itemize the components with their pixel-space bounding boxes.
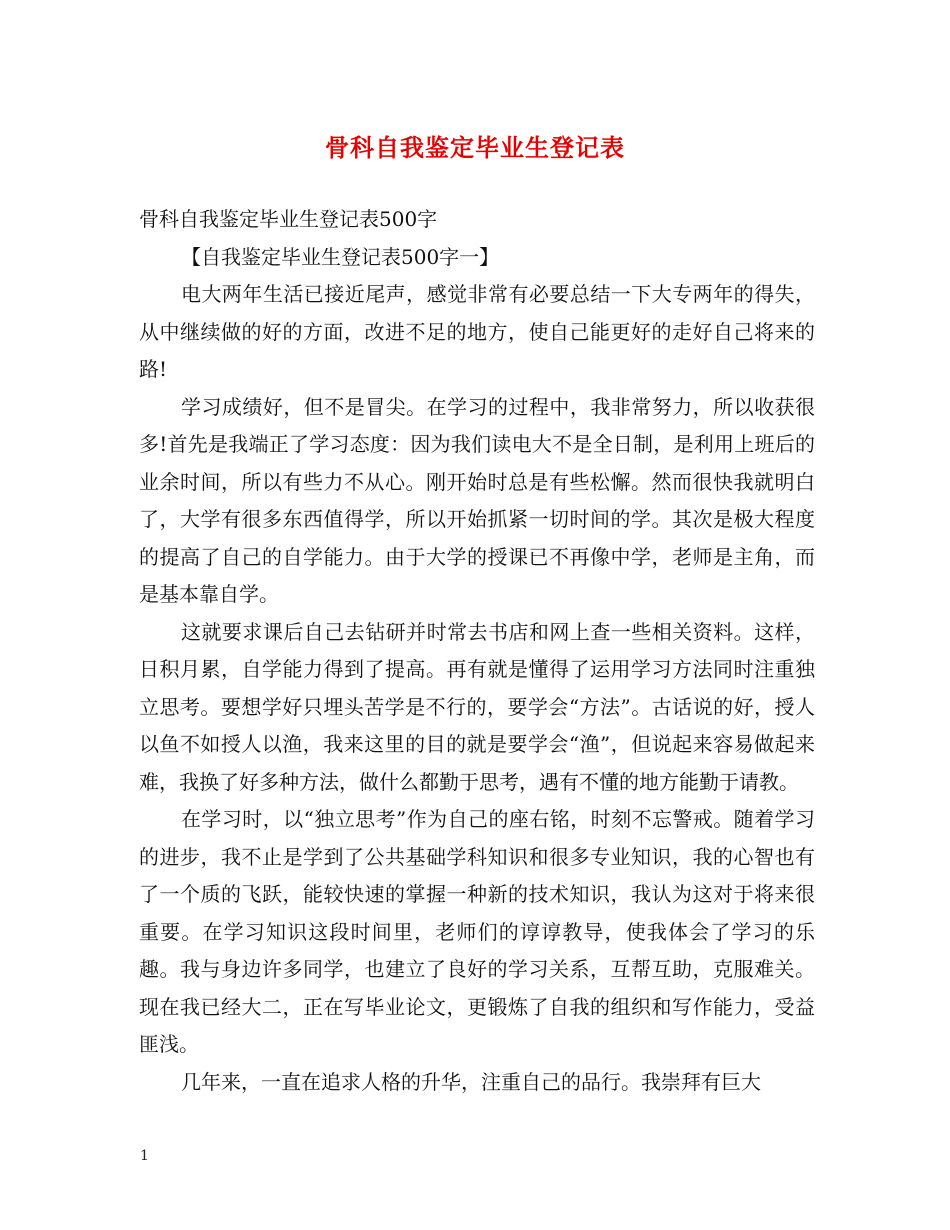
document-subtitle: 骨科自我鉴定毕业生登记表500字 bbox=[139, 207, 438, 231]
section-heading: 【自我鉴定毕业生登记表500字一】 bbox=[181, 244, 500, 269]
document-body bbox=[139, 201, 815, 1101]
paragraph-4: 在学习时，以“独立思考”作为自己的座右铭，时刻不忘警戒。随着学习的进步，我不止是学到了公共基础学科知识和很多专业知识，我的心智也有了一个质的飞跃，能较快速的掌握一种新的技术知识，我认为这对于将来很重要。在学习知识这段时间里，老师们的谆谆教导，使我体会了学习的乐趣。我与身边许多同学，也建立了良好的学习关系，互帮互助，克服难关。现在我已经大二，正在写毕业论文，更锻炼了自我的组织和写作能力，受益匪浅。 bbox=[139, 807, 815, 1056]
paragraph-3: 这就要求课后自己去钻研并时常去书店和网上查一些相关资料。这样，日积月累，自学能力得到了提高。再有就是懂得了运用学习方法同时注重独立思考。要想学好只埋头苦学是不行的，要学会“方法”。古话说的好，授人以鱼不如授人以渔，我来这里的目的就是要学会“渔”，但说起来容易做起来难，我换了好多种方法，做什么都勤于思考，遇有不懂的地方能勤于请教。 bbox=[139, 619, 815, 794]
document-title: 骨科自我鉴定毕业生登记表 bbox=[325, 133, 625, 162]
paragraph-5: 几年来，一直在追求人格的升华，注重自己的品行。我崇拜有巨大 bbox=[181, 1069, 761, 1094]
paragraph-1: 电大两年生活已接近尾声，感觉非常有必要总结一下大专两年的得失，从中继续做的好的方面，改进不足的地方，使自己能更好的走好自己将来的路! bbox=[139, 282, 815, 381]
paragraph-2: 学习成绩好，但不是冒尖。在学习的过程中，我非常努力，所以收获很多!首先是我端正了学习态度：因为我们读电大不是全日制，是利用上班后的业余时间，所以有些力不从心。刚开始时总是有些松懈。然而很快我就明白了，大学有很多东西值得学，所以开始抓紧一切时间的学。其次是极大程度的提高了自己的自学能力。由于大学的授课已不再像中学，老师是主角，而是基本靠自学。 bbox=[139, 394, 815, 606]
page-number: 1 bbox=[140, 1148, 149, 1164]
